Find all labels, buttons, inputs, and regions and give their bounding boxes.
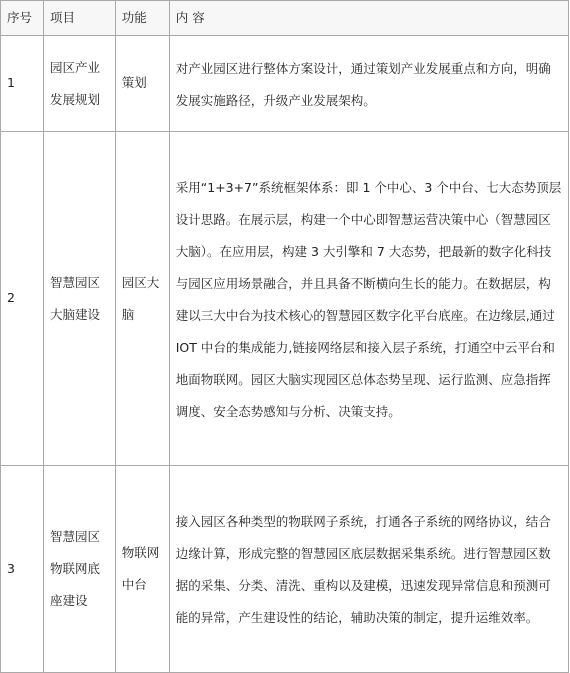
table-row bbox=[1, 36, 569, 132]
row-num: 3 bbox=[1, 466, 44, 673]
table-row bbox=[1, 466, 569, 673]
header-function: 功能 bbox=[115, 1, 169, 36]
row-num: 1 bbox=[1, 36, 44, 132]
header-project: 项目 bbox=[44, 1, 116, 36]
row-project: 园区产业发展规划 bbox=[44, 36, 116, 132]
header-content: 内 容 bbox=[169, 1, 568, 36]
row-num: 2 bbox=[1, 132, 44, 466]
row-project: 智慧园区大脑建设 bbox=[44, 132, 116, 466]
row-function: 园区大脑 bbox=[115, 132, 169, 466]
row-content: 接入园区各种类型的物联网子系统，打通各子系统的网络协议，结合边缘计算，形成完整的智慧园区底层数据采集系统。进行智慧园区数据的采集、分类、清洗、重构以及建模，迅速发现异常信息和预测可能的异常，产生建设性的结论，辅助决策的制定，提升运维效率。 bbox=[169, 466, 568, 673]
row-project: 智慧园区物联网底座建设 bbox=[44, 466, 116, 673]
row-content: 采用“1+3+7”系统框架体系：即 1 个中心、3 个中台、七大态势顶层设计思路。在展示层，构建一个中心即智慧运营决策中心（智慧园区大脑）。在应用层，构建 3 大引擎和 7 大态势，把最新的数字化科技与园区应用场景融合，并且具备不断横向生长的能力。在数据层，构建以三大中台为技术核心的智慧园区数字化平台底座。在边缘层,通过 IOT 中台的集成能力,链接网络层和接入层子系统，打通空中云平台和地面物联网。园区大脑实现园区总体态势呈现、运行监测、应急指挥调度、安全态势感知与分析、决策支持。 bbox=[169, 132, 568, 466]
row-function: 策划 bbox=[115, 36, 169, 132]
header-num: 序号 bbox=[1, 1, 44, 36]
row-content: 对产业园区进行整体方案设计，通过策划产业发展重点和方向，明确发展实施路径，升级产业发展架构。 bbox=[169, 36, 568, 132]
row-function: 物联网中台 bbox=[115, 466, 169, 673]
table-row bbox=[1, 132, 569, 466]
header-row bbox=[1, 1, 569, 36]
